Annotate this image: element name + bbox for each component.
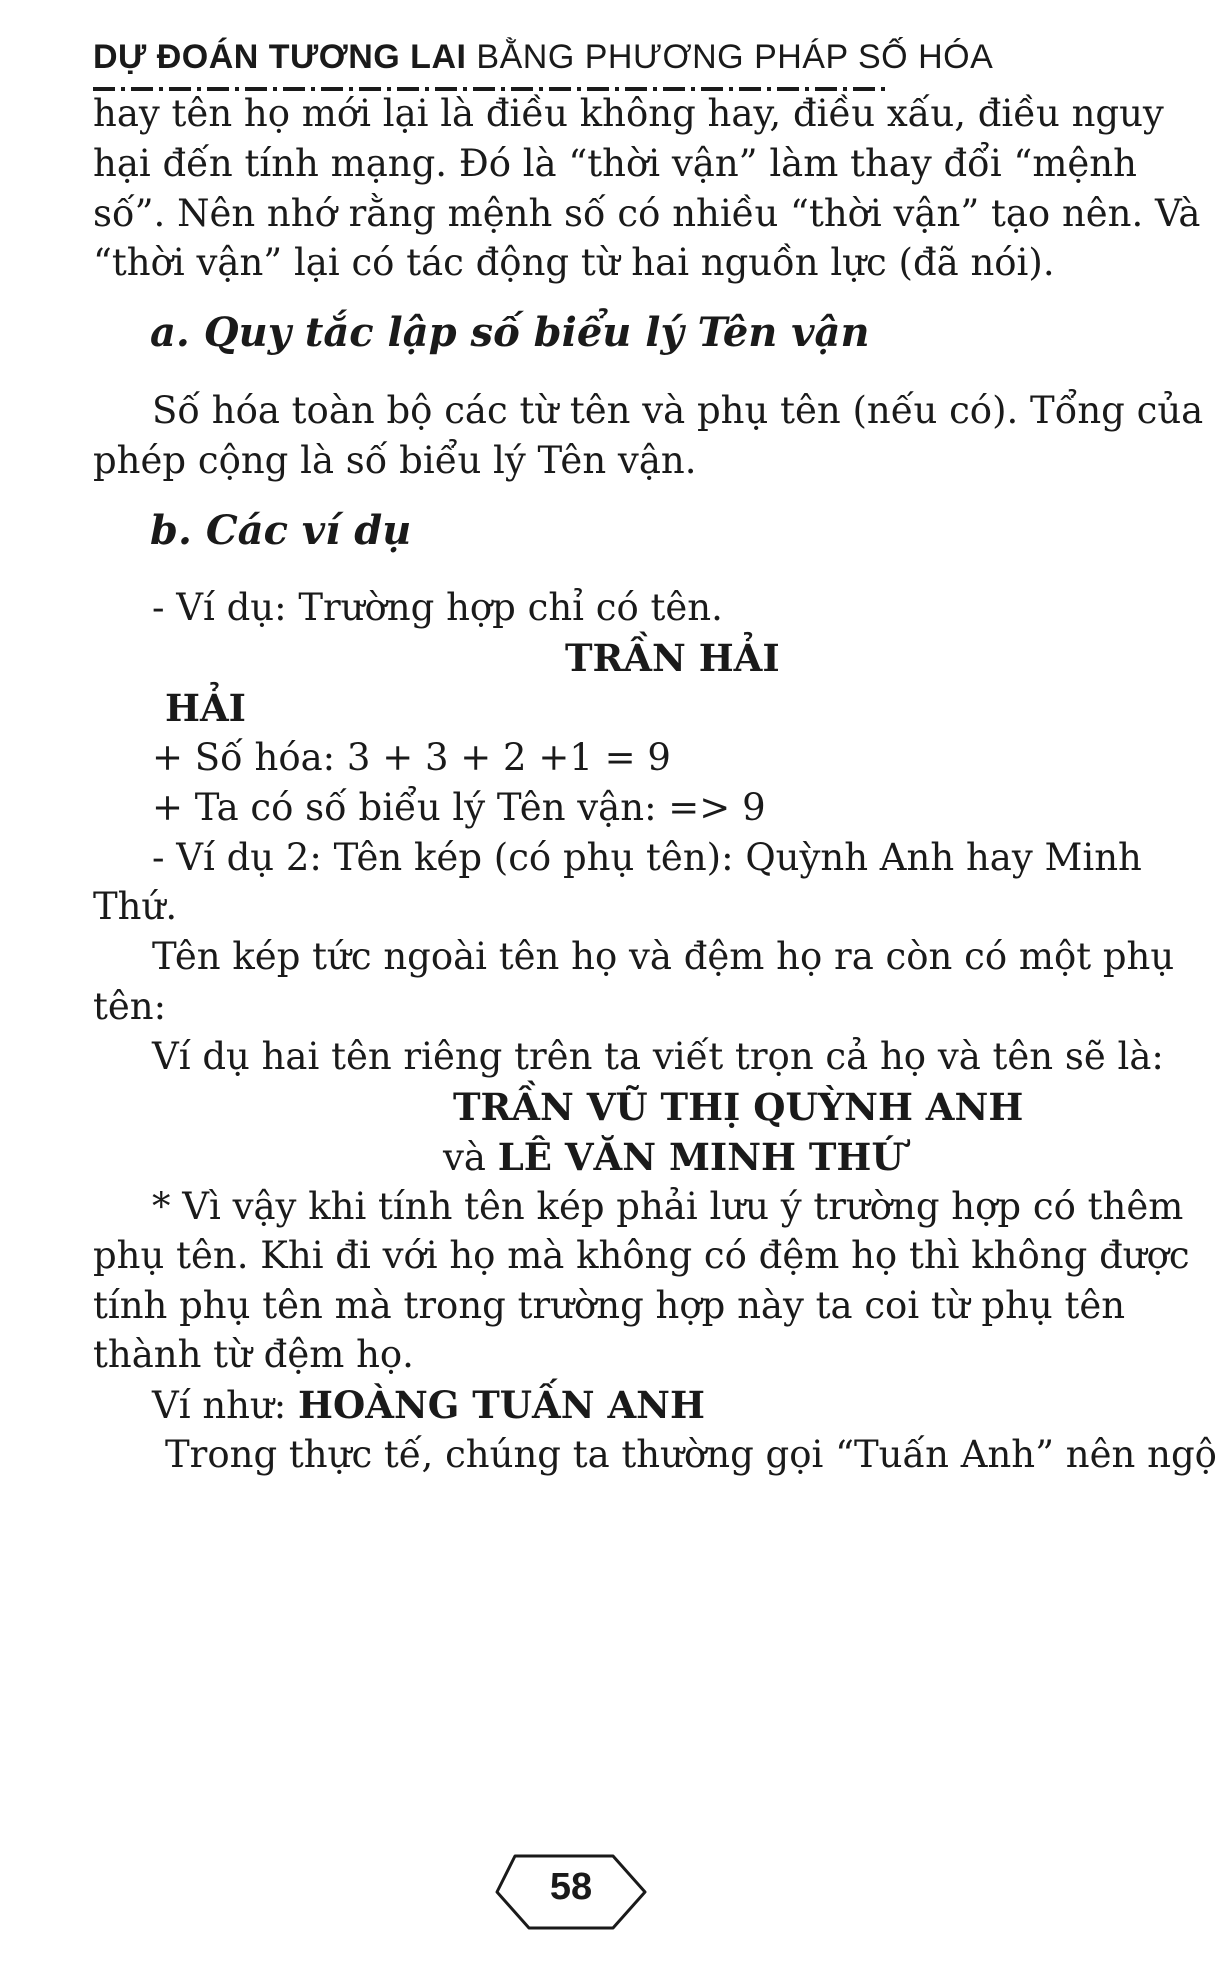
paragraph-line: số”. Nên nhớ rằng mệnh số có nhiều “thời vận” tạo nên. Và	[93, 192, 1201, 235]
example-fullname: TRẦN HẢI	[565, 636, 780, 680]
example-prefix: Ví như:	[152, 1384, 287, 1427]
paragraph-line: Tên kép tức ngoài tên họ và đệm họ ra còn có một phụ	[152, 935, 1175, 978]
paragraph-line: hay tên họ mới lại là điều không hay, điều xấu, điều nguy	[93, 92, 1164, 135]
conjunction: và	[443, 1136, 486, 1179]
paragraph-line: “thời vận” lại có tác động từ hai nguồn lực (đã nói).	[93, 241, 1055, 284]
full-name-2-line	[443, 1132, 904, 1183]
running-header-rest: BẰNG PHƯƠNG PHÁP SỐ HÓA	[476, 38, 994, 76]
paragraph-line: * Vì vậy khi tính tên kép phải lưu ý trường hợp có thêm	[152, 1185, 1184, 1228]
section-heading-a: a. Quy tắc lập số biểu lý Tên vận	[150, 309, 870, 356]
example-intro: Thứ.	[93, 885, 178, 928]
paragraph-line: Số hóa toàn bộ các từ tên và phụ tên (nếu có). Tổng của	[152, 389, 1204, 432]
paragraph-line: phép cộng là số biểu lý Tên vận.	[93, 439, 697, 482]
running-header-bold: DỰ ĐOÁN TƯƠNG LAI	[93, 38, 467, 76]
example-line	[152, 1380, 705, 1431]
paragraph-line: phụ tên. Khi đi với họ mà không có đệm họ thì không được	[93, 1234, 1190, 1277]
full-name-1: TRẦN VŨ THỊ QUỲNH ANH	[453, 1085, 1024, 1129]
section-heading-b: b. Các ví dụ	[150, 507, 412, 554]
paragraph-line: hại đến tính mạng. Đó là “thời vận” làm thay đổi “mệnh	[93, 142, 1137, 185]
example-digitize: + Số hóa: 3 + 3 + 2 +1 = 9	[152, 736, 671, 779]
example-result: + Ta có số biểu lý Tên vận: => 9	[152, 786, 766, 829]
example-name: HẢI	[165, 686, 246, 730]
running-header	[93, 38, 993, 77]
example-name-bold: HOÀNG TUẤN ANH	[298, 1383, 705, 1427]
example-intro: - Ví dụ 2: Tên kép (có phụ tên): Quỳnh Anh hay Minh	[152, 836, 1142, 879]
full-name-2: LÊ VĂN MINH THỨ	[497, 1135, 904, 1179]
paragraph-line: tính phụ tên mà trong trường hợp này ta coi từ phụ tên	[93, 1284, 1126, 1327]
paragraph-line: tên:	[93, 985, 167, 1028]
paragraph-line: thành từ đệm họ.	[93, 1333, 414, 1376]
paragraph-line: Ví dụ hai tên riêng trên ta viết trọn cả họ và tên sẽ là:	[152, 1035, 1164, 1078]
paragraph-line: Trong thực tế, chúng ta thường gọi “Tuấn Anh” nên ngộ	[165, 1433, 1217, 1476]
example-intro: - Ví dụ: Trường hợp chỉ có tên.	[152, 586, 723, 629]
page-number: 58	[549, 1866, 593, 1908]
